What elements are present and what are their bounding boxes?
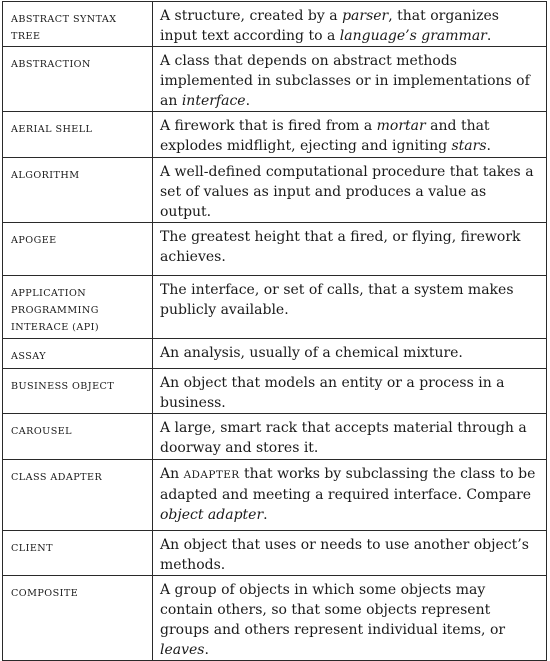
glossary-row — [3, 531, 547, 576]
glossary-definition — [153, 112, 547, 158]
glossary-term: ALGORITHM — [3, 158, 153, 223]
glossary-definition — [153, 460, 547, 531]
glossary-table — [2, 1, 547, 661]
glossary-definition — [153, 223, 547, 276]
glossary-definition — [153, 576, 547, 661]
glossary-term: APPLICATION PROGRAMMING INTERACE (API) — [3, 276, 153, 339]
definition-text: . — [486, 138, 491, 154]
glossary-term: ABSTRACTION — [3, 47, 153, 112]
glossary-row — [3, 2, 547, 47]
glossary-term: BUSINESS OBJECT — [3, 369, 153, 414]
definition-text: An — [160, 466, 184, 482]
glossary-term: COMPOSITE — [3, 576, 153, 661]
glossary-definition — [153, 47, 547, 112]
definition-text: . — [486, 28, 492, 44]
glossary-term: CLIENT — [3, 531, 153, 576]
glossary-term: APOGEE — [3, 223, 153, 276]
glossary-term: ABSTRACT SYNTAX TREE — [3, 2, 153, 47]
glossary-row — [3, 223, 547, 276]
definition-text: An object that uses or needs to use another object’s methods. — [160, 537, 529, 573]
glossary-definition — [153, 531, 547, 576]
definition-text: A well-defined computational procedure that takes a set of values as input and produces a value as output. — [160, 164, 534, 220]
definition-text: The interface, or set of calls, that a system makes publicly available. — [160, 282, 514, 318]
italic-term: interface — [181, 93, 246, 109]
glossary-definition — [153, 158, 547, 223]
cross-reference: ADAPTER — [183, 469, 240, 481]
glossary-definition — [153, 339, 547, 369]
glossary-definition — [153, 414, 547, 460]
definition-text: The greatest height that a fired, or flying, firework achieves. — [160, 229, 521, 265]
italic-term: mortar — [376, 118, 426, 134]
glossary-definition — [153, 276, 547, 339]
glossary-term: CLASS ADAPTER — [3, 460, 153, 531]
definition-text: . — [204, 642, 209, 658]
definition-text: A group of objects in which some objects may contain others, so that some objects represent groups and others represent individual items, or — [160, 582, 506, 638]
definition-text: A class that depends on abstract methods implemented in subclasses or in implementations of an — [160, 53, 530, 109]
definition-text: . — [263, 507, 268, 523]
glossary-row — [3, 576, 547, 661]
glossary-row — [3, 369, 547, 414]
italic-term: parser — [342, 8, 389, 24]
definition-text: A firework that is fired from a — [160, 118, 377, 134]
glossary-term: CAROUSEL — [3, 414, 153, 460]
definition-text: A large, smart rack that accepts material through a doorway and stores it. — [160, 420, 527, 456]
italic-term: stars — [451, 138, 487, 154]
definition-text: , that organizes input text according to a — [160, 8, 499, 44]
glossary-row — [3, 339, 547, 369]
glossary-row — [3, 414, 547, 460]
definition-text: and that explodes midflight, ejecting and igniting — [160, 118, 490, 154]
italic-term: language’s grammar — [339, 28, 487, 44]
glossary-definition — [153, 2, 547, 47]
italic-term: leaves — [160, 642, 205, 658]
definition-text: An object that models an entity or a process in a business. — [160, 375, 505, 411]
glossary-row — [3, 112, 547, 158]
glossary-row — [3, 276, 547, 339]
definition-text: . — [245, 93, 251, 109]
glossary-row — [3, 158, 547, 223]
definition-text: An analysis, usually of a chemical mixture. — [160, 345, 463, 361]
glossary-term: ASSAY — [3, 339, 153, 369]
definition-text: that works by subclassing the class to be adapted and meeting a required interface. Compare — [160, 466, 536, 503]
glossary-row — [3, 47, 547, 112]
italic-term: object adapter — [160, 507, 264, 523]
glossary-definition — [153, 369, 547, 414]
glossary-term: AERIAL SHELL — [3, 112, 153, 158]
glossary-row — [3, 460, 547, 531]
definition-text: A structure, created by a — [160, 8, 343, 24]
glossary-body — [3, 2, 547, 661]
